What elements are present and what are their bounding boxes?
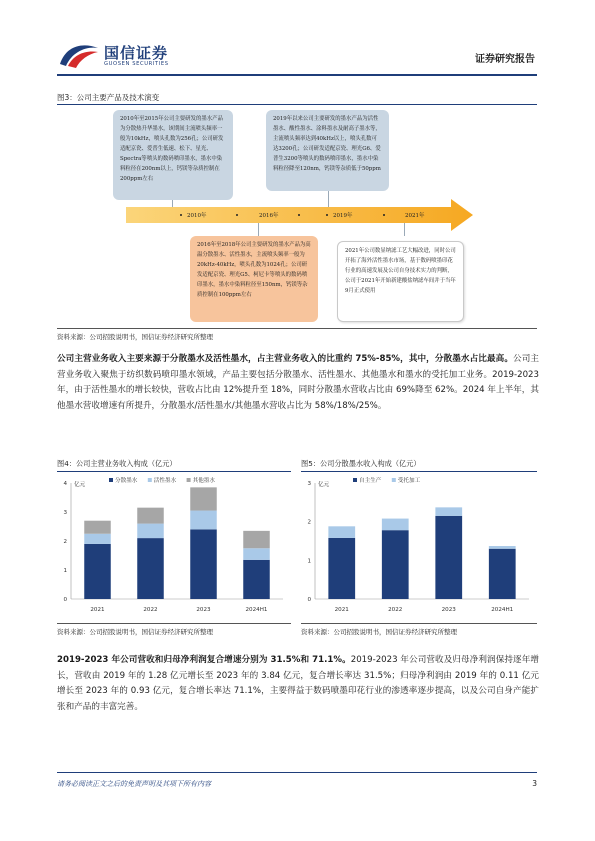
figure3-bottom-rule [57,328,537,329]
x-tick-label: 2021 [334,607,349,613]
footer-disclaimer: 请务必阅读正文之后的免责声明及其项下所有内容 [57,780,211,788]
paragraph-lead: 2019-2023 年公司营收和归母净利润复合增速分别为 31.5%和 71.1%。 [57,655,351,665]
bar-segment [190,529,217,599]
x-tick-label: 2023 [441,607,456,613]
logo-english-name: GUOSEN SECURITIES [104,61,169,67]
y-tick-label: 2 [307,519,311,526]
figure5-top-rule [301,471,537,472]
legend-swatch [109,478,113,482]
x-tick-label: 2024H1 [245,607,268,613]
paragraph-growth [57,653,539,715]
bar-segment [84,544,111,599]
x-tick-label: 2024H1 [491,607,514,613]
x-tick-label: 2022 [388,607,403,613]
legend-swatch [148,478,152,482]
figure4-top-rule [57,471,291,472]
legend-label: 其他墨水 [192,478,215,484]
paragraph-body: 2019-2023 年公司营收及归母净利润保持逐年增长，营收由 2019 年的 1.28 亿元增长至 2023 年的 3.84 亿元，复合增长率达 31.5%；归母净利润由 2019 年的 0.11 亿元增长至 2023 年的 0.93 亿元，复合增长率达 71.1%，主要得益于数码喷墨印花行业的渗透率逐步提高，以及公司自身产能扩张和产品的丰富完善。 [57,655,539,712]
figure3-title: 图3：公司主要产品及技术演变 [57,93,160,102]
timeline-year-2016: 2016年 [259,213,279,219]
bar-segment [137,538,164,599]
timeline-dot [383,214,385,216]
report-type-label: 证券研究报告 [475,54,535,65]
bar-segment [489,549,516,599]
y-tick-label: 1 [63,568,67,574]
bar-segment [382,519,409,531]
bar-segment [328,538,355,599]
figure4-title: 图4：公司主营业务收入构成（亿元） [57,459,177,468]
paragraph-revenue-structure [57,352,539,414]
legend-swatch [392,478,396,482]
y-tick-label: 3 [307,481,311,487]
bar-segment [190,487,217,510]
figure5-source: 资料来源：公司招股说明书，国信证券经济研究所整理 [301,628,457,636]
page-number: 3 [532,779,537,788]
bar-segment [243,548,270,560]
y-unit-label: 亿元 [318,482,330,488]
timeline-stem-2021 [404,223,405,236]
x-tick-label: 2022 [143,607,158,613]
header-divider [57,74,537,76]
timeline-dot [180,214,182,216]
footer-divider [57,772,537,773]
bar-segment [435,516,462,599]
bar-segment [435,507,462,516]
timeline-year-2019: 2019年 [333,213,353,219]
logo-chinese-name: 国信证券 [104,44,169,62]
figure4-source: 资料来源：公司招股说明书，国信证券经济研究所整理 [57,628,213,636]
timeline-box-2021: 2021年公司数显纳滤工艺大幅改进，同时公司开拓了海外活性墨水市场，基于数码喷墨印花行业的高速发展及公司自身技术实力的判断，公司于2021年开始新建酸盐纳滤车间并于当年9月正式使用 [337,241,464,322]
bar-segment [84,521,111,534]
timeline-stem-2016 [258,223,259,236]
legend-swatch [187,478,191,482]
bar-segment [84,534,111,544]
timeline-box-2016: 2016年至2018年公司主要研发的墨水产品为高温分散墨水、活性墨水，主流喷头频率一般为20kHz-40kHz，喷头孔数为1024孔；公司研发适配京瓷、理光G5、柯尼卡等喷头的数码喷印墨水，墨水中染料粒径至150nm，钙镁等杂质控制在100ppm左右 [190,236,318,322]
paragraph-lead: 公司主营业务收入主要来源于分散墨水及活性墨水，占主营业务收入的比重约 75%-85%，其中，分散墨水占比最高。 [57,354,514,364]
y-tick-label: 2 [63,539,67,545]
legend-label: 自主生产 [359,478,382,484]
legend-label: 活性墨水 [153,478,177,484]
bar-segment [137,524,164,539]
figure4-bottom-rule [57,623,291,624]
timeline-year-2010: 2010年 [187,213,207,219]
timeline-dot [236,214,238,216]
legend-swatch [353,478,357,482]
timeline-box-2010: 2010年至2015年公司主要研发的墨水产品为分散热升华墨水，该期间主流喷头频率一般为10kHz，喷头孔数为256孔；公司研发适配京瓷、爱普生低速、松下、星光、Spectra等喷头的数码喷印墨水，墨水中染料粒径在200nm以上，钙镁等杂质控制在200ppm左右 [113,110,233,200]
y-unit-label: 亿元 [74,482,86,488]
timeline-dot [326,214,328,216]
guosen-logo-icon [58,40,100,70]
bar-segment [243,560,270,599]
figure5-title: 图5：公司分散墨水收入构成（亿元） [301,459,421,468]
bar-segment [328,526,355,538]
figure5-chart [301,473,537,623]
figure3-top-rule [57,104,537,105]
y-tick-label: 4 [63,481,67,487]
y-tick-label: 1 [307,558,311,565]
y-tick-label: 0 [307,597,311,603]
figure3-source: 资料来源：公司招股说明书，国信证券经济研究所整理 [57,333,213,341]
legend-label: 分散墨水 [115,478,138,484]
bar-segment [190,511,217,530]
timeline-dot [298,214,300,216]
timeline-box-2019: 2019年以来公司主要研发的墨水产品为活性墨水、酸性墨水、涂料墨水及耐高子墨水等，主流喷头频率达到40kHz以上，喷头孔数可达3200孔；公司研发适配京瓷、理光G6、爱普生3200等喷头的数码喷印墨水，墨水中染料粒径降至120nm，钙镁等杂质低于50ppm [266,110,389,191]
bar-segment [137,508,164,524]
legend-label: 受托加工 [397,478,421,484]
x-tick-label: 2023 [196,607,211,613]
figure5-bottom-rule [301,623,537,624]
figure4-chart [57,473,291,623]
paragraph-body: 公司主营业务收入聚焦于纺织数码喷印墨水领域，产品主要包括分散墨水、活性墨水、其他墨水和墨水的受托加工业务。2019-2023 年，由于活性墨水的增长较快，营收占比由 12%提升至 18%，同时分散墨水营收占比由 69%降至 62%。2024 年上半年，其他墨水营收增速有所提升，分散墨水/活性墨水/其他墨水营收占比为 58%/18%/25%。 [57,354,539,411]
y-tick-label: 0 [63,597,67,603]
bar-segment [489,546,516,549]
timeline-year-2021: 2021年 [405,213,425,219]
bar-segment [243,531,270,548]
y-tick-label: 3 [63,510,67,516]
bar-segment [382,530,409,599]
x-tick-label: 2021 [90,607,105,613]
